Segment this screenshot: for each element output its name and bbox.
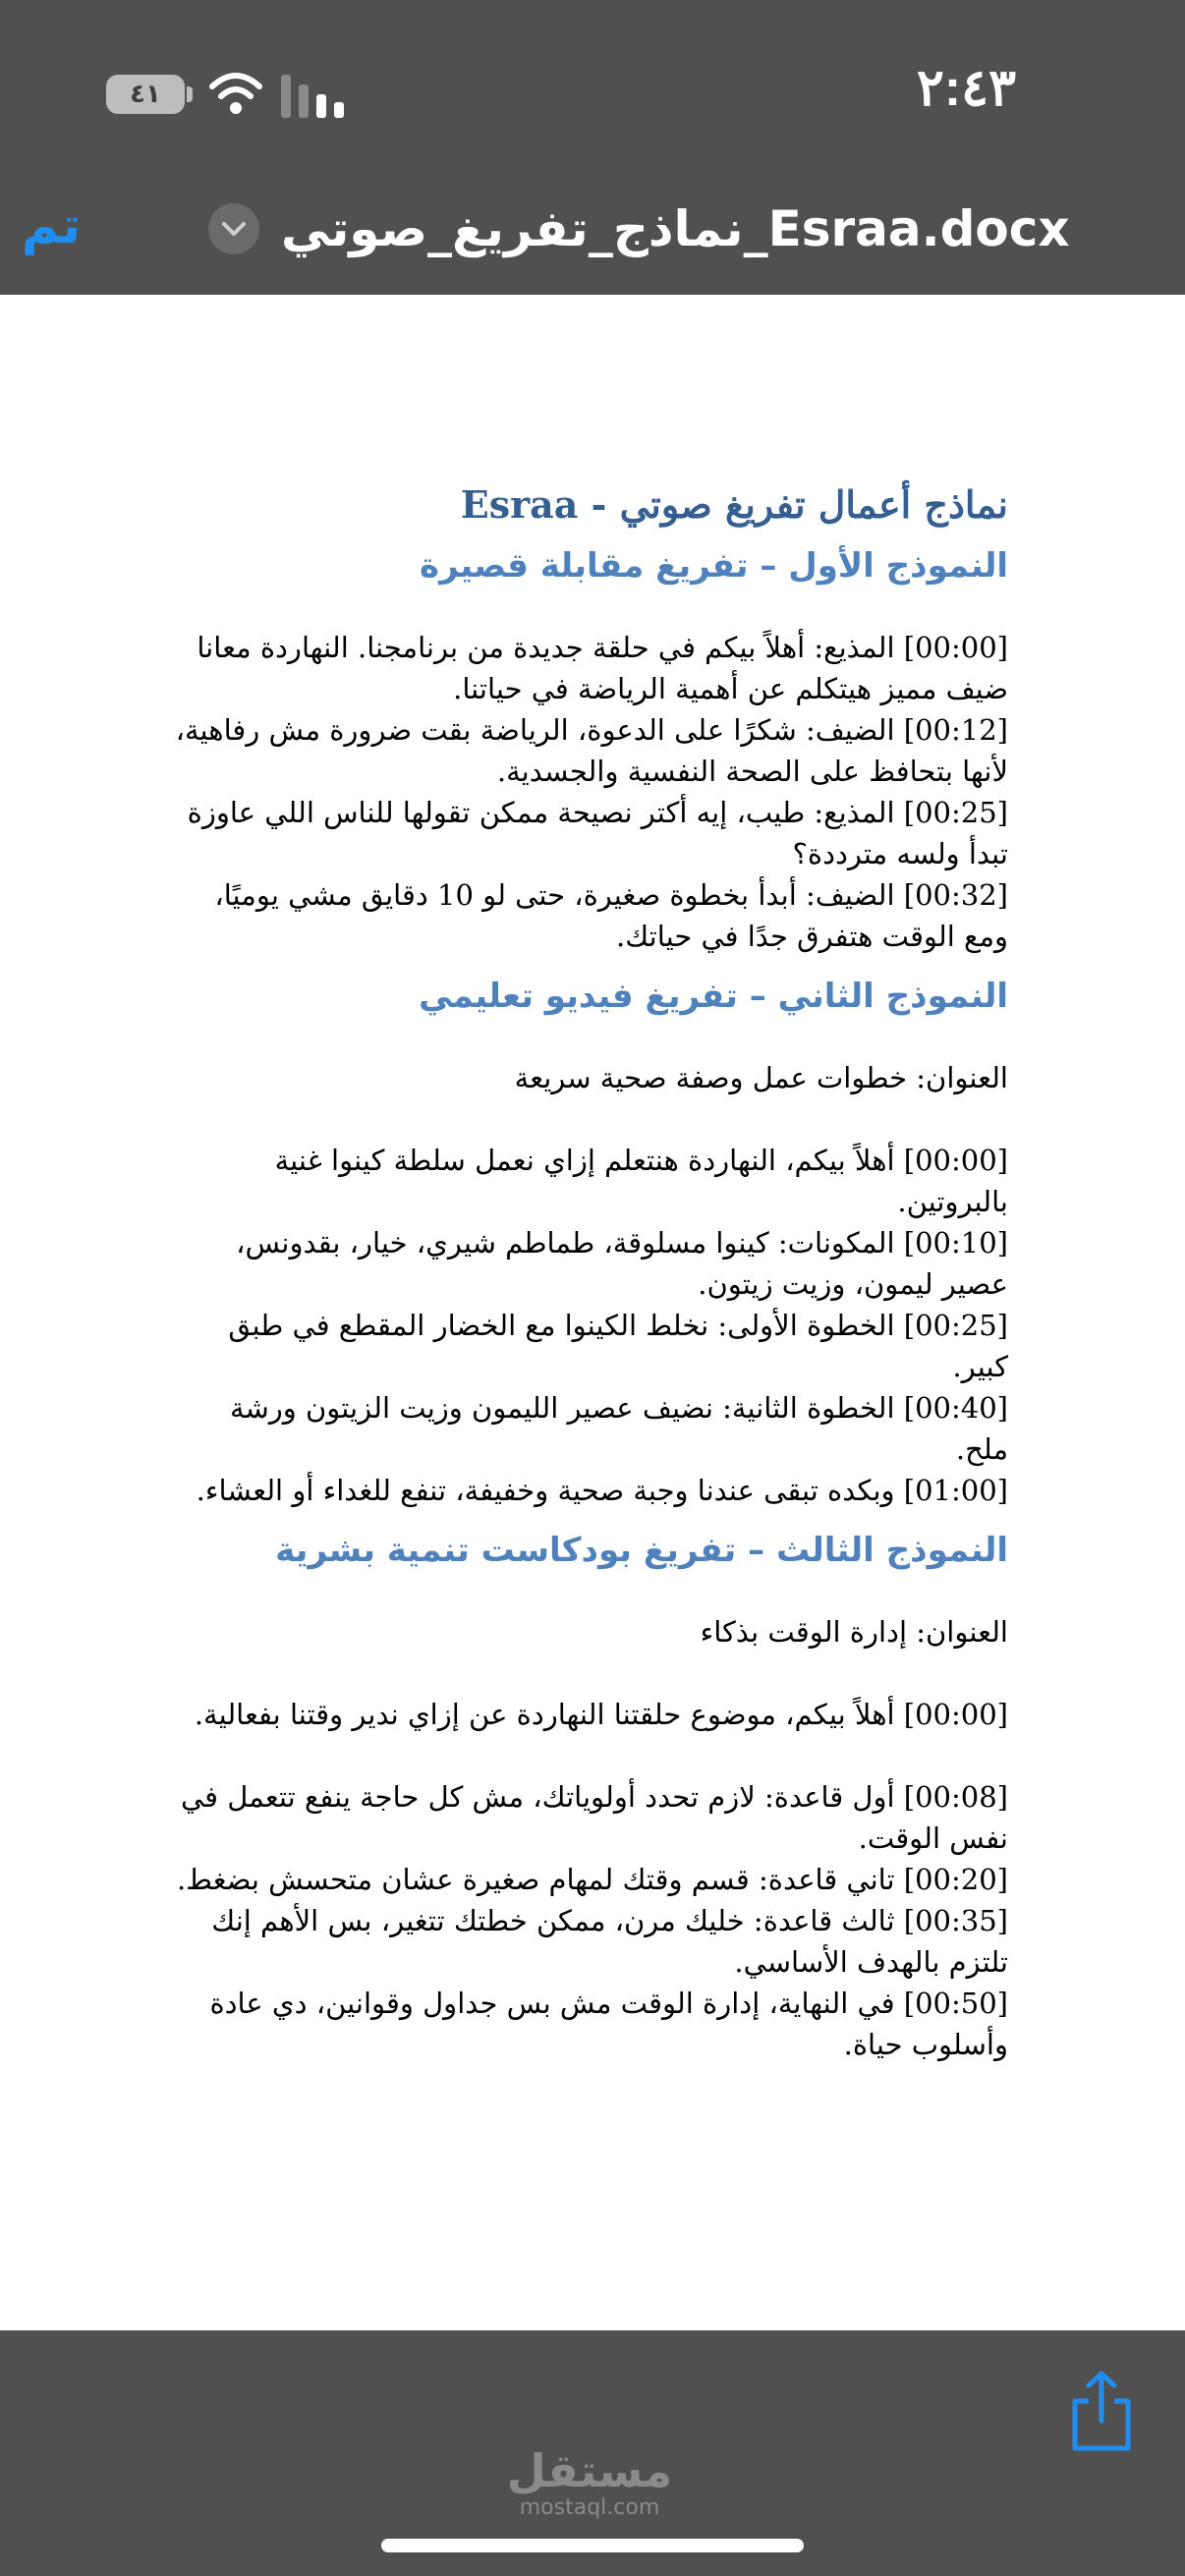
watermark (491, 2446, 688, 2521)
document-heading: Esraa - نماذج أعمال تفريغ صوتي (460, 482, 1008, 527)
battery-level: ٤١ (130, 80, 161, 109)
transcript-line: [00:40] الخطوة الثانية: نضيف عصير الليمون وزيت الزيتون ورشة ملح. (229, 1391, 1008, 1466)
transcript-line: [00:25] الخطوة الأولى: نخلط الكينوا مع الخضار المقطع في طبق كبير. (228, 1309, 1008, 1383)
document-title: نماذج_تفريغ_صوتي_Esraa.docx (281, 200, 1070, 257)
watermark-url: mostaql.com (519, 2495, 660, 2520)
transcript-line: [00:35] ثالث قاعدة: خليك مرن، ممكن خطتك تتغير، بس الأهم إنك تلتزم بالهدف الأساسي. (211, 1904, 1008, 1979)
chevron-down-icon[interactable] (208, 203, 259, 254)
transcript-line: [00:32] الضيف: أبدأ بخطوة صغيرة، حتى لو 10 دقايق مشي يوميًا، ومع الوقت هتفرق جدًا في حياتك. (214, 878, 1008, 953)
transcript-line: [00:08] أول قاعدة: لازم تحدد أولوياتك، مش كل حاجة ينفع تتعمل في نفس الوقت. (180, 1780, 1008, 1855)
transcript-line: [00:12] الضيف: شكرًا على الدعوة، الرياضة بقت ضرورة مش رفاهية، لأنها بتحافظ على الصحة النفسية والجسدية. (175, 713, 1008, 788)
share-icon[interactable] (1067, 2370, 1136, 2452)
done-button[interactable]: تم (22, 196, 82, 255)
section-heading-3: النموذج الثالث – تفريغ بودكاست تنمية بشرية (275, 1531, 1008, 1570)
transcript-line: [01:00] وبكده تبقى عندنا وجبة صحية وخفيفة، تنفع للغداء أو العشاء. (196, 1474, 1008, 1507)
document-content (173, 479, 1008, 2065)
battery-icon (106, 75, 185, 114)
section-heading-1: النموذج الأول – تفريغ مقابلة قصيرة (420, 546, 1008, 586)
section-subtitle: العنوان: إدارة الوقت بذكاء (700, 1615, 1008, 1649)
cellular-signal-icon (279, 75, 348, 118)
document-view[interactable] (0, 295, 1185, 2330)
transcript-line: [00:10] المكونات: كينوا مسلوقة، طماطم شيري، خيار، بقدونس، عصير ليمون، وزيت زيتون. (236, 1226, 1008, 1301)
transcript-line: [00:00] المذيع: أهلاً بيكم في حلقة جديدة من برنامجنا. النهاردة معانا ضيف مميز هيتكلم عن أهمية الرياضة في حياتنا. (197, 631, 1008, 705)
watermark-logo: مستقل (506, 2444, 673, 2497)
transcript-line: [00:00] أهلاً بيكم، موضوع حلقتنا النهاردة عن إزاي ندير وقتنا بفعالية. (194, 1698, 1008, 1731)
wifi-icon (208, 71, 263, 118)
transcript-line: [00:25] المذيع: طيب، إيه أكتر نصيحة ممكن تقولها للناس اللي عاوزة تبدأ ولسه مترددة؟ (187, 796, 1008, 870)
home-indicator[interactable] (381, 2539, 804, 2552)
section-subtitle: العنوان: خطوات عمل وصفة صحية سريعة (514, 1061, 1008, 1094)
status-time: ٢:٤٣ (916, 60, 1016, 117)
transcript-line: [00:50] في النهاية، إدارة الوقت مش بس جداول وقوانين، دي عادة وأسلوب حياة. (209, 1987, 1008, 2061)
section-heading-2: النموذج الثاني – تفريغ فيديو تعليمي (419, 977, 1008, 1016)
title-bar[interactable] (208, 195, 1070, 263)
battery-nub (187, 86, 193, 102)
transcript-line: [00:20] تاني قاعدة: قسم وقتك لمهام صغيرة عشان متحسش بضغط. (176, 1863, 1008, 1896)
transcript-line: [00:00] أهلاً بيكم، النهاردة هنتعلم إزاي نعمل سلطة كينوا غنية بالبروتين. (274, 1144, 1008, 1218)
